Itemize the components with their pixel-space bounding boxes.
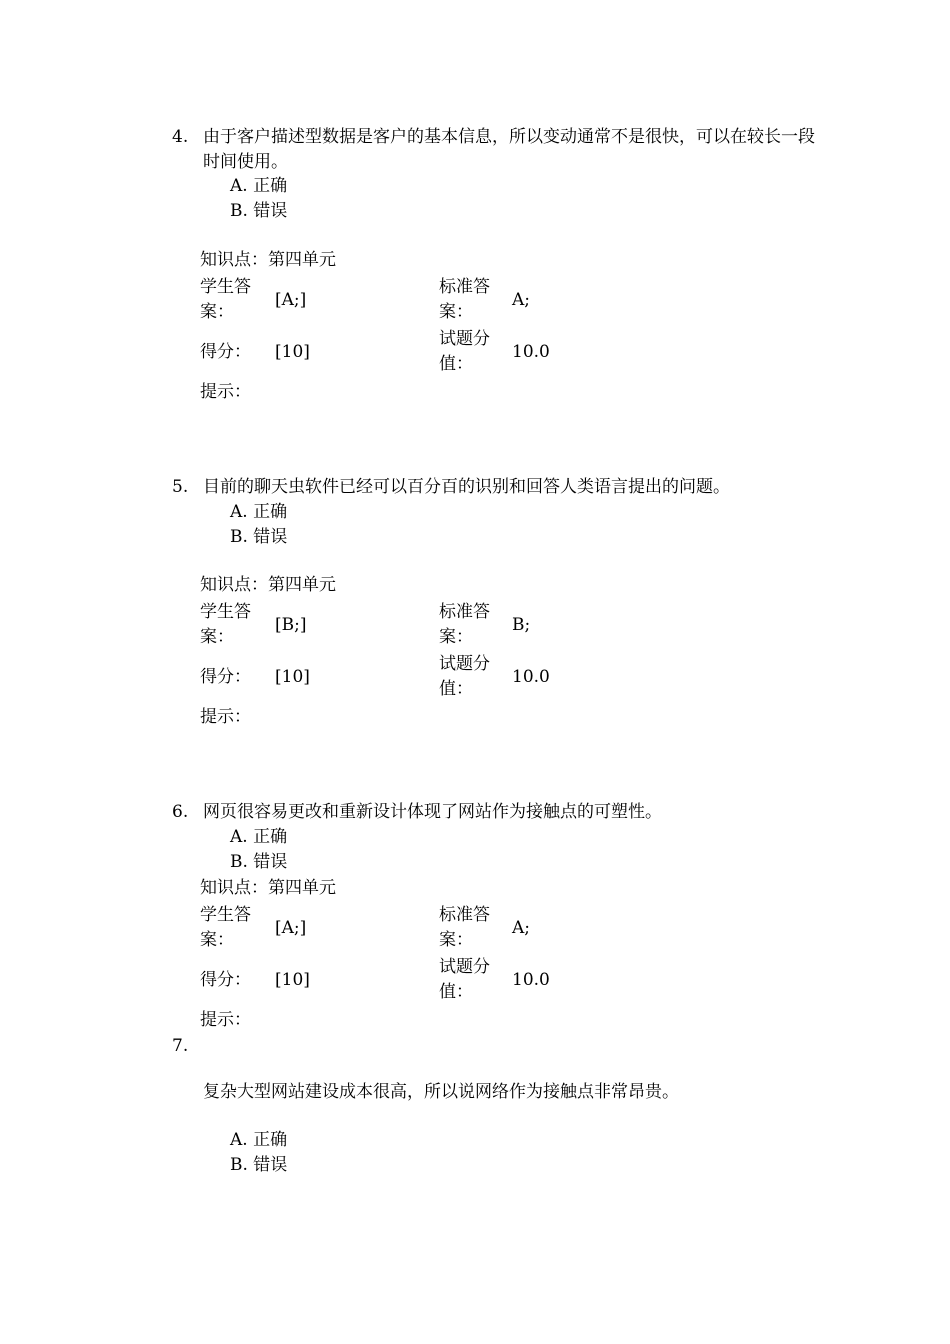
points-label: 试题分值： bbox=[439, 654, 490, 699]
score-label: 得分： bbox=[200, 342, 251, 362]
knowledge-point bbox=[200, 876, 336, 901]
student-answer-label: 学生答案： bbox=[200, 277, 251, 322]
student-answer-label: 学生答案： bbox=[200, 905, 251, 950]
option-b[interactable]: B. 错误 bbox=[230, 1155, 288, 1175]
points-label: 试题分值： bbox=[439, 957, 490, 1002]
knowledge-label: 知识点： bbox=[200, 878, 268, 898]
score-label: 得分： bbox=[200, 970, 251, 990]
score-value: [10] bbox=[275, 970, 310, 990]
student-answer-label: 学生答案： bbox=[200, 602, 251, 647]
question-text: 目前的聊天虫软件已经可以百分百的识别和回答人类语言提出的问题。 bbox=[203, 477, 730, 497]
student-answer-value: [B;] bbox=[275, 615, 307, 635]
score-value: [10] bbox=[275, 667, 310, 687]
question-number: 6. bbox=[172, 802, 189, 822]
standard-answer-value: A; bbox=[512, 918, 531, 938]
knowledge-point bbox=[200, 248, 336, 273]
option-a[interactable]: A. 正确 bbox=[230, 502, 288, 522]
standard-answer-label: 标准答案： bbox=[439, 905, 490, 950]
points-label: 试题分值： bbox=[439, 329, 490, 374]
option-b[interactable]: B. 错误 bbox=[230, 527, 288, 547]
points-value: 10.0 bbox=[512, 342, 550, 362]
hint-label: 提示： bbox=[200, 707, 251, 727]
points-value: 10.0 bbox=[512, 970, 550, 990]
question-text: 网页很容易更改和重新设计体现了网站作为接触点的可塑性。 bbox=[203, 802, 662, 822]
score-label: 得分： bbox=[200, 667, 251, 687]
question-number: 5. bbox=[172, 477, 189, 497]
option-a[interactable]: A. 正确 bbox=[230, 1130, 288, 1150]
standard-answer-value: B; bbox=[512, 615, 531, 635]
points-value: 10.0 bbox=[512, 667, 550, 687]
option-a[interactable]: A. 正确 bbox=[230, 176, 288, 196]
option-b[interactable]: B. 错误 bbox=[230, 201, 288, 221]
hint-label: 提示： bbox=[200, 1010, 251, 1030]
option-a[interactable]: A. 正确 bbox=[230, 827, 288, 847]
option-b[interactable]: B. 错误 bbox=[230, 852, 288, 872]
standard-answer-label: 标准答案： bbox=[439, 277, 490, 322]
knowledge-label: 知识点： bbox=[200, 250, 268, 270]
question-text: 复杂大型网站建设成本很高，所以说网络作为接触点非常昂贵。 bbox=[203, 1082, 679, 1102]
knowledge-value: 第四单元 bbox=[268, 575, 336, 595]
question-number: 7. bbox=[172, 1036, 189, 1056]
standard-answer-label: 标准答案： bbox=[439, 602, 490, 647]
knowledge-point bbox=[200, 573, 336, 598]
knowledge-value: 第四单元 bbox=[268, 878, 336, 898]
question-text: 由于客户描述型数据是客户的基本信息，所以变动通常不是很快，可以在较长一段时间使用。 bbox=[203, 127, 815, 172]
knowledge-label: 知识点： bbox=[200, 575, 268, 595]
student-answer-value: [A;] bbox=[275, 918, 307, 938]
knowledge-value: 第四单元 bbox=[268, 250, 336, 270]
student-answer-value: [A;] bbox=[275, 290, 307, 310]
question-number: 4. bbox=[172, 127, 189, 147]
score-value: [10] bbox=[275, 342, 310, 362]
hint-label: 提示： bbox=[200, 382, 251, 402]
standard-answer-value: A; bbox=[512, 290, 531, 310]
